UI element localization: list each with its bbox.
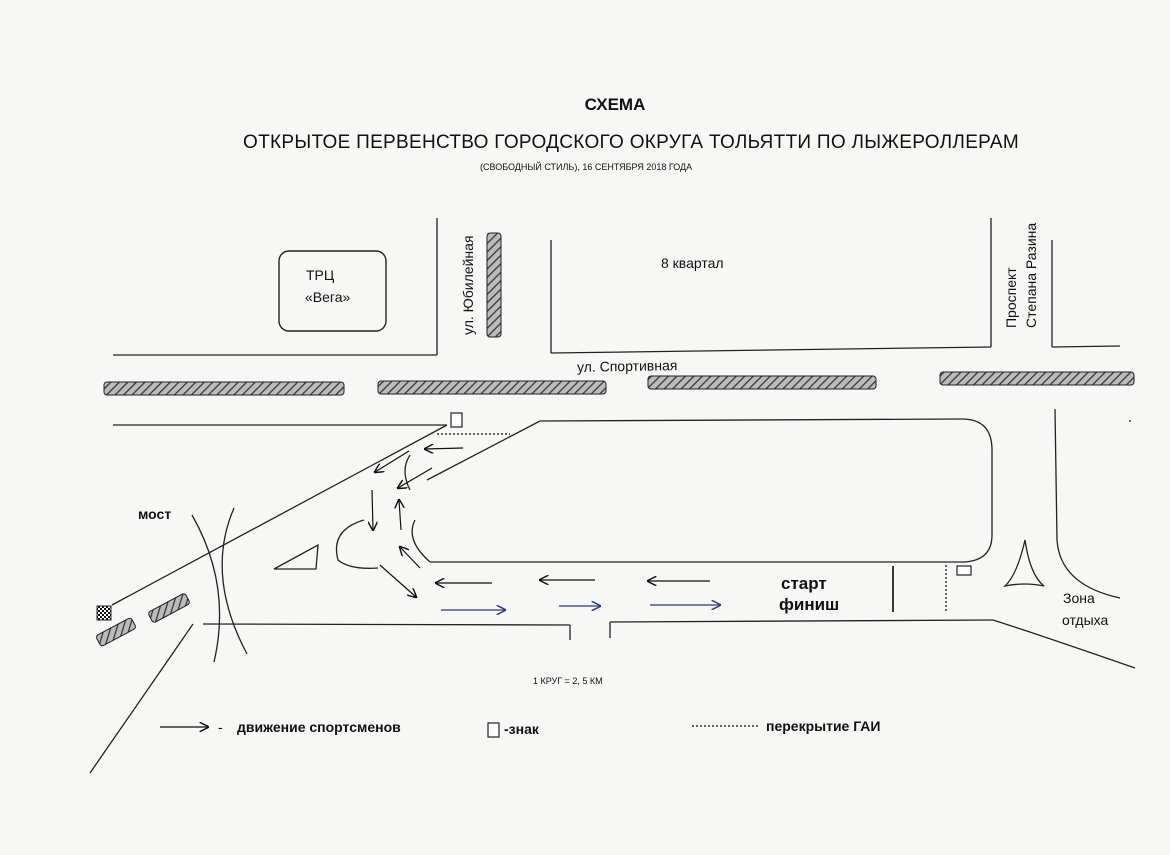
checkered-flag-icon <box>97 606 111 620</box>
mall-label-line1: ТРЦ <box>306 267 335 283</box>
median-strips <box>96 233 1134 647</box>
finish-label: финиш <box>779 595 840 614</box>
rest-zone-label-line1: Зона <box>1063 590 1095 606</box>
legend-movement-label: движение спортсменов <box>237 719 401 735</box>
legend-closure-label: перекрытие ГАИ <box>766 718 881 734</box>
lap-length-label: 1 КРУГ = 2, 5 КМ <box>533 676 603 686</box>
legend-sign-label: -знак <box>504 721 539 737</box>
roundabout-triangle <box>1005 540 1044 586</box>
road-sign-icon <box>451 413 462 427</box>
legend-sign-icon <box>488 723 499 737</box>
movement-arrows-return <box>441 605 720 610</box>
prospect-label-line2: Степана Разина <box>1023 222 1039 328</box>
prospect-label-line1: Проспект <box>1003 267 1019 328</box>
mall-label-line2: «Вега» <box>305 289 351 305</box>
movement-arrows <box>372 448 710 597</box>
island-triangle <box>274 545 318 569</box>
map-title: СХЕМА <box>584 95 646 114</box>
legend-dash: - <box>218 719 223 735</box>
map-subtitle-date: (СВОБОДНЫЙ СТИЛЬ), 16 СЕНТЯБРЯ 2018 ГОДА <box>480 162 693 172</box>
rest-zone-label-line2: отдыха <box>1062 612 1109 628</box>
street-label-sportivnaya: ул. Спортивная <box>576 357 678 375</box>
quarter-label: 8 квартал <box>661 255 724 271</box>
street-label-yubileynaya: ул. Юбилейная <box>460 235 476 335</box>
road-sign-icon <box>957 566 971 575</box>
map-subtitle: ОТКРЫТОЕ ПЕРВЕНСТВО ГОРОДСКОГО ОКРУГА ТОЛЬЯТТИ ПО ЛЫЖЕРОЛЛЕРАМ <box>243 132 1019 153</box>
street-lines <box>90 218 1135 773</box>
start-label: старт <box>781 574 827 593</box>
bridge-label: мост <box>138 506 172 522</box>
